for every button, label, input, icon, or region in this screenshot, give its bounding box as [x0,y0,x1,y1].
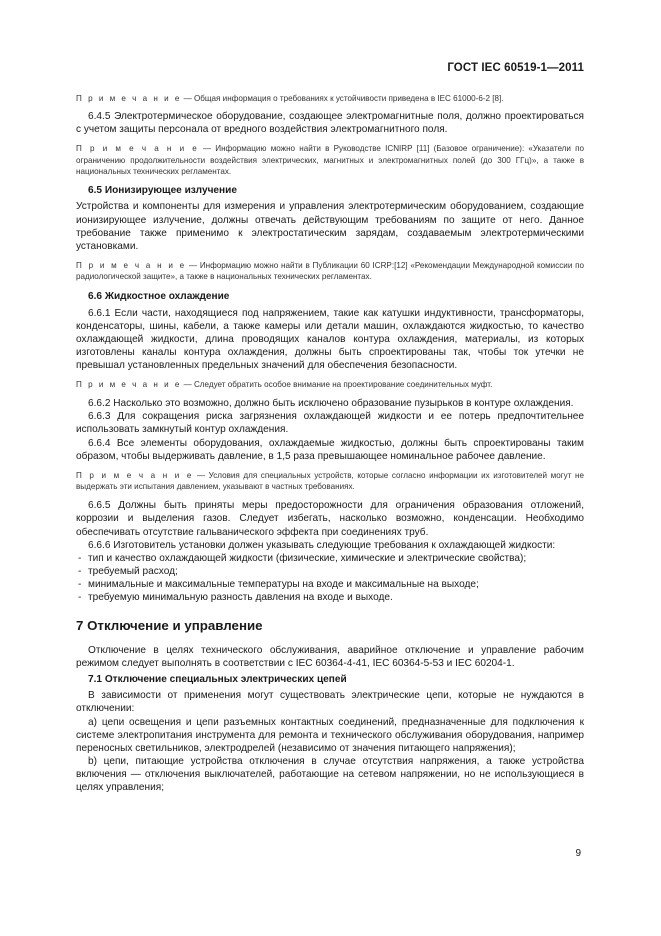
note-label: П р и м е ч а н и е [76,470,194,480]
note-2 [76,143,584,177]
paragraph-7-1-b: b) цепи, питающие устройства отключения в случае отсутствия напряжения, а также устройства включения — отключения выключателей, работающие на сетевом напряжении, но не использующиеся в целях управления; [76,755,584,794]
paragraph-6-6-1: 6.6.1 Если части, находящиеся под напряжением, такие как катушки индуктивности, трансформаторы, конденсаторы, шины, кабели, а также камеры или детали машин, охлаждаются жидкостью, то качество охлаждающей жидкости, длина проводящих каналов контура охлаждения, материалы, из которых изготовлены каналы контура охлаждения, должны быть спроектированы так, чтобы ток утечки не превышал установленных предельных значений для обеспечения безопасности. [76,307,584,371]
note-label: П р и м е ч а н и е [76,144,199,154]
paragraph-6-6-4: 6.6.4 Все элементы оборудования, охлаждаемые жидкостью, должны быть спроектированы таким образом, чтобы выдерживать давление, в 1,5 раза превышающее номинальное рабочее давление. [76,437,584,462]
list-item: - тип и качество охлаждающей жидкости (физические, химические и электрические свойства); [76,552,584,565]
paragraph-7: Отключение в целях технического обслуживания, аварийное отключение и управление рабочим режимом следует выполнять в соответствии с IEC 60364-4-41, IEC 60364-5-53 и IEC 60204-1. [76,645,584,670]
note-label: П р и м е ч а н и е [76,260,187,270]
note-1 [76,93,584,104]
page-number: 9 [575,848,581,859]
cooling-requirements-list [76,552,584,604]
list-item: - требуемую минимальную разность давления на входе и выходе. [76,591,584,604]
note-text: — Информацию можно найти в Руководстве ICNIRP [11] (Базовое ограничение): «Указатели по ограничению продолжительности воздействия электрических, магнитных и электромагнитных полей (до 300 ГГц)», а также в национальных технических регламентах. [76,144,584,177]
heading-7-1: 7.1 Отключение специальных электрических цепей [88,674,347,686]
note-text: — Общая информация о требованиях к устойчивости приведена в IEC 61000-6-2 [8]. [181,94,504,103]
heading-6-6: 6.6 Жидкостное охлаждение [88,291,230,303]
note-text: — Условия для специальных устройств, которые согласно информации их изготовителей могут не выдержать эти испытания давлением, указывают в частных требованиях. [76,470,584,492]
page-content [76,93,584,794]
note-4 [76,379,584,390]
note-text: — Следует обратить особое внимание на проектирование соединительных муфт. [181,380,493,389]
note-5 [76,470,584,493]
paragraph-6-6-5: 6.6.5 Должны быть приняты меры предосторожности для ограничения образования отложений, коррозии и выделения газов. Следует избегать, насколько возможно, конденсации. Необходимо обеспечивать отсутствие гальванического эффекта при соединениях труб. [76,500,584,538]
paragraph-7-1: В зависимости от применения могут существовать электрические цепи, которые не нуждаются в отключении: [76,690,584,715]
heading-6-5: 6.5 Ионизирующее излучение [88,185,237,197]
paragraph-6-4-5: 6.4.5 Электротермическое оборудование, создающее электромагнитные поля, должно проектироваться с учетом защиты персонала от вредного воздействия электромагнитного поля. [76,111,584,136]
paragraph-6-6-3: 6.6.3 Для сокращения риска загрязнения охлаждающей жидкости и ее потерь предпочтительнее использовать замкнутый контур охлаждения. [76,411,584,436]
paragraph-6-6-2: 6.6.2 Насколько это возможно, должно быть исключено образование пузырьков в контуре охлаждения. [88,398,574,410]
paragraph-6-5: Устройства и компоненты для измерения и управления электротермическим оборудованием, создающие ионизирующее излучение, должны отвечать действующим требованиям по защите от него. Данное требование также применимо к электростатическим зарядам, создаваемым электротермическими установками. [76,201,584,252]
paragraph-7-1-a: a) цепи освещения и цепи разъемных контактных соединений, предназначенные для подключения к системе электропитания инструмента для ремонта и технического обслуживания оборудования, например переносных светильников, электродрелей (независимо от значения питающего напряжения); [76,716,584,754]
heading-7: 7 Отключение и управление [76,618,263,634]
list-item: - минимальные и максимальные температуры на входе и максимальные на выходе; [76,578,584,591]
note-3 [76,260,584,283]
note-text: — Информацию можно найти в Публикации 60 ICRP:[12] «Рекомендации Международной комиссии по радиологической защите», а также в национальных технических регламентах. [76,260,585,282]
paragraph-6-6-6: 6.6.6 Изготовитель установки должен указывать следующие требования к охлаждающей жидкости: [88,539,556,551]
standard-header: ГОСТ IEC 60519-1—2011 [447,62,584,74]
note-label: П р и м е ч а н и е [76,94,182,103]
note-label: П р и м е ч а н и е [76,380,182,389]
list-item: - требуемый расход; [76,565,584,578]
